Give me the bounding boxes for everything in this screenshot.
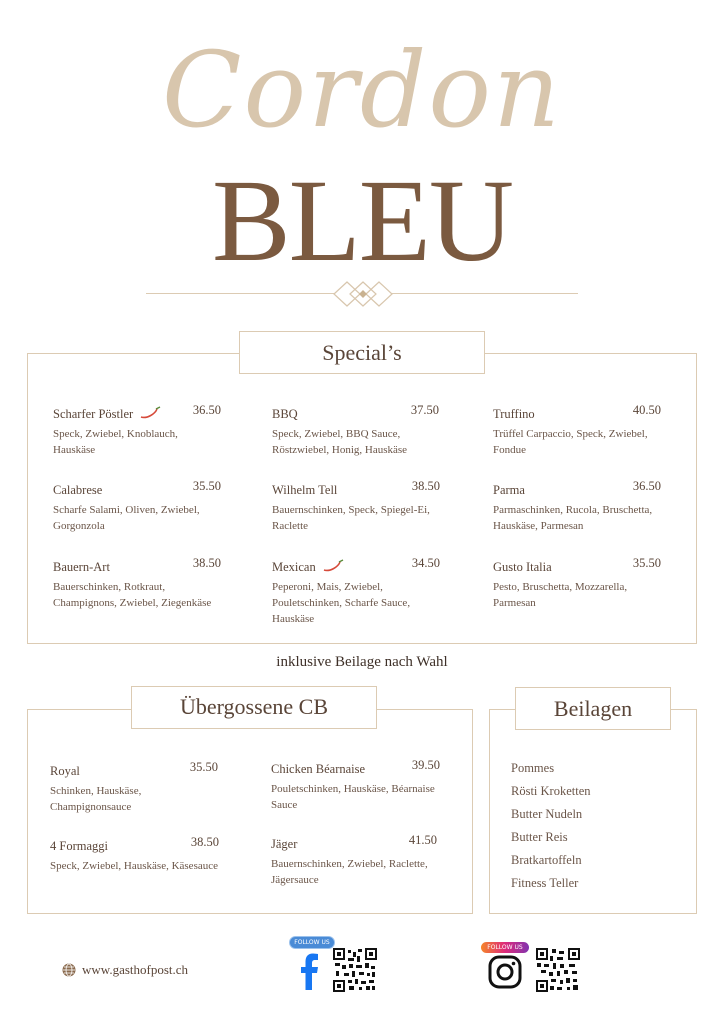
item-name: Chicken Béarnaise (271, 762, 366, 776)
item-name: Parma (493, 483, 525, 497)
menu-item (53, 479, 221, 534)
chili-icon (322, 559, 344, 573)
item-description: Speck, Zwiebel, Knoblauch, Hauskäse (53, 428, 178, 456)
item-price: 37.50 (410, 403, 439, 417)
instagram-follow-badge[interactable] (481, 942, 529, 953)
menu-item (50, 760, 218, 815)
menu-item (271, 758, 440, 813)
item-price: 36.50 (192, 403, 221, 417)
item-description: Parmaschinken, Rucola, Bruschetta, Hauskäse, Parmesan (493, 504, 653, 532)
globe-icon (62, 963, 76, 977)
item-name: Gusto Italia (493, 560, 552, 574)
instagram-follow-label: FOLLOW US (487, 944, 523, 951)
list-item: Butter Reis (511, 830, 568, 844)
item-name: Royal (50, 764, 80, 778)
item-price: 35.50 (192, 479, 221, 493)
facebook-follow-label: FOLLOW US (294, 939, 330, 946)
item-price: 40.50 (632, 403, 661, 417)
chili-icon (139, 406, 161, 420)
item-price: 35.50 (632, 556, 661, 570)
specials-heading: Special’s (239, 331, 485, 374)
instagram-qr-icon[interactable] (536, 948, 580, 992)
item-price: 35.50 (189, 760, 218, 774)
item-description: Bauerschinken, Rotkraut, Champignons, Zwiebel, Ziegenkäse (53, 581, 212, 609)
item-description: Bauernschinken, Zwiebel, Raclette, Jägersauce (271, 858, 428, 886)
item-name: Bauern-Art (53, 560, 110, 574)
item-description: Scharfe Salami, Oliven, Zwiebel, Gorgonzola (53, 504, 200, 532)
item-price: 36.50 (632, 479, 661, 493)
list-item: Rösti Kroketten (511, 784, 591, 798)
menu-item (272, 479, 440, 534)
item-description: Schinken, Hauskäse, Champignonsauce (50, 785, 142, 813)
item-price: 41.50 (408, 833, 437, 847)
list-item: Pommes (511, 761, 555, 775)
item-name: Jäger (271, 837, 298, 851)
item-name: Calabrese (53, 483, 103, 497)
menu-item (272, 403, 439, 458)
item-price: 38.50 (192, 556, 221, 570)
item-description: Pesto, Bruschetta, Mozzarella, Parmesan (493, 581, 628, 609)
menu-item (53, 556, 221, 611)
beilagen-list (511, 761, 681, 899)
menu-item (493, 556, 661, 611)
list-item: Fitness Teller (511, 876, 579, 890)
menu-item (50, 835, 219, 874)
diamond-ornament-icon (330, 280, 396, 308)
item-description: Peperoni, Mais, Zwiebel, Pouletschinken, Scharfe Sauce, Hauskäse (272, 581, 411, 625)
item-price: 34.50 (411, 556, 440, 570)
item-price: 38.50 (190, 835, 219, 849)
menu-item (53, 403, 221, 458)
divider-right (392, 293, 578, 294)
item-name: Mexican (272, 560, 316, 574)
item-price: 38.50 (411, 479, 440, 493)
item-name: BBQ (272, 407, 298, 421)
website-link[interactable]: www.gasthofpost.ch (82, 962, 189, 977)
item-name: Wilhelm Tell (272, 483, 338, 497)
menu-item (271, 833, 456, 888)
item-description: Pouletschinken, Hauskäse, Béarnaise Sauce (271, 783, 435, 811)
item-description: Trüffel Carpaccio, Speck, Zwiebel, Fondue (493, 428, 648, 456)
list-item: Bratkartoffeln (511, 853, 582, 867)
item-name: Truffino (493, 407, 535, 421)
title-script: Cordon (161, 29, 563, 151)
menu-item (272, 556, 440, 627)
facebook-follow-badge[interactable] (289, 936, 335, 949)
title-main: BLEU (211, 155, 513, 286)
item-description: Bauernschinken, Speck, Spiegel-Ei, Raclette (272, 504, 430, 532)
beilagen-heading: Beilagen (515, 687, 671, 730)
list-item: Butter Nudeln (511, 807, 583, 821)
menu-item (493, 403, 661, 458)
menu-item (493, 479, 681, 534)
facebook-qr-icon[interactable] (333, 948, 377, 992)
item-name: Scharfer Pöstler (53, 407, 134, 421)
divider-left (146, 293, 334, 294)
instagram-icon[interactable] (488, 955, 522, 989)
item-description: Speck, Zwiebel, BBQ Sauce, Röstzwiebel, Honig, Hauskäse (272, 428, 408, 456)
uebergossene-heading: Übergossene CB (131, 686, 377, 729)
item-price: 39.50 (411, 758, 440, 772)
facebook-icon[interactable] (298, 952, 320, 990)
item-description: Speck, Zwiebel, Hauskäse, Käsesauce (50, 860, 218, 872)
side-dish-note: inklusive Beilage nach Wahl (276, 654, 448, 670)
item-name: 4 Formaggi (50, 839, 108, 853)
